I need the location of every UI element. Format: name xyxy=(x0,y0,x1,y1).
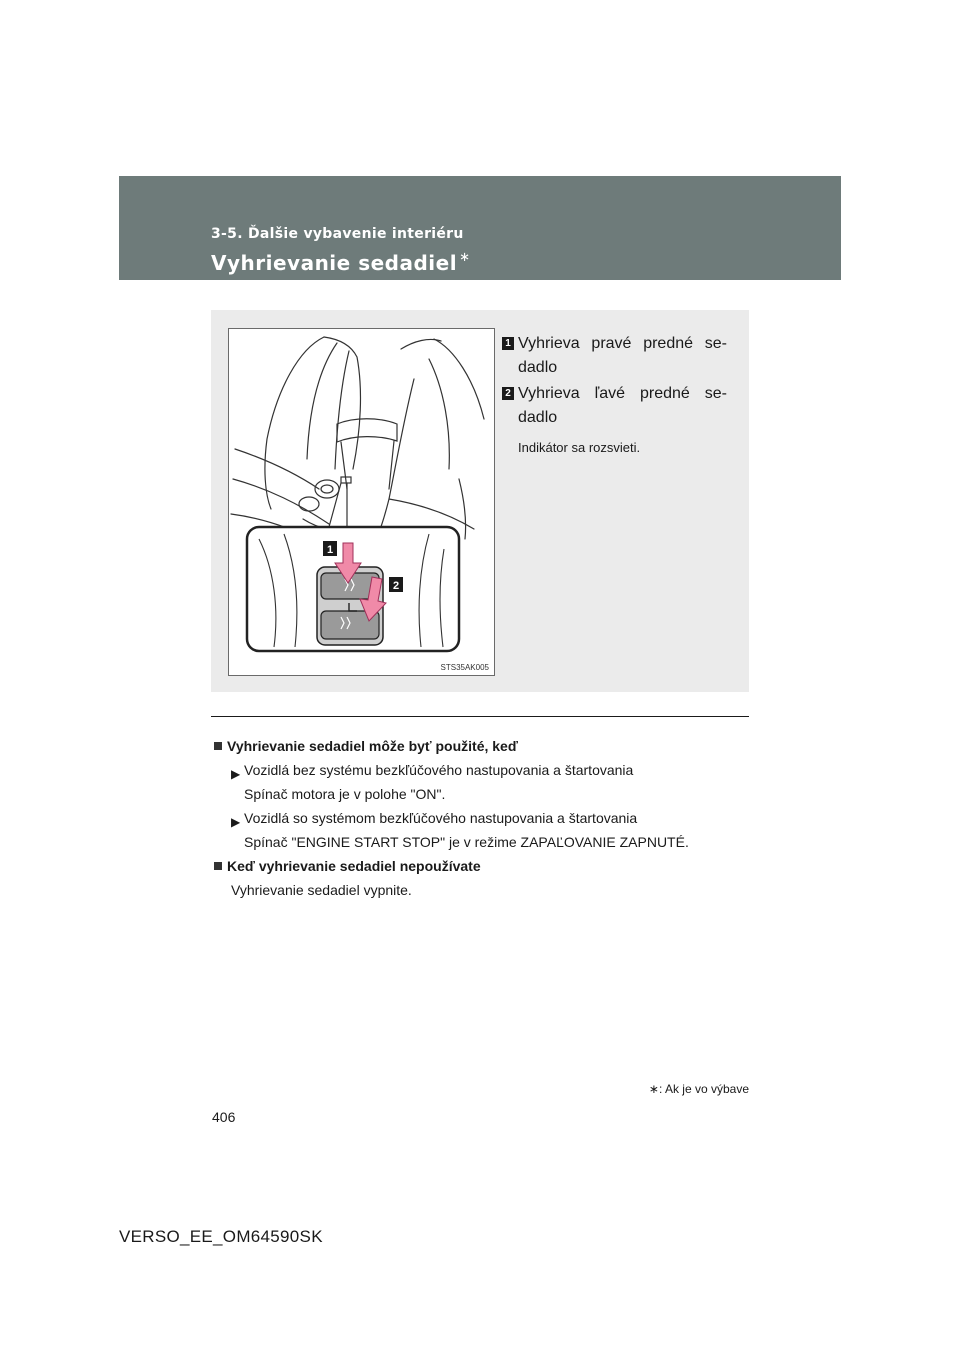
figure-marker-2-label: 2 xyxy=(392,580,400,592)
callout-number-2: 2 xyxy=(502,387,514,400)
note-heading-usage-text: Vyhrievanie sedadiel môže byť použité, keď xyxy=(227,738,518,754)
note-bullet-2-body: Spínač "ENGINE START STOP" je v režime ZAPAĽOVANIE ZAPNUTÉ. xyxy=(244,834,689,850)
triangle-right-icon: ▶ xyxy=(231,767,241,781)
note-off-body: Vyhrievanie sedadiel vypnite. xyxy=(231,882,412,898)
note-bullet-1-lead: Vozidlá bez systému bezkľúčového nastupovania a štartovania xyxy=(244,762,634,778)
document-code: VERSO_EE_OM64590SK xyxy=(119,1227,323,1246)
callout-list xyxy=(502,332,727,458)
callout-item-2 xyxy=(502,382,727,430)
notes-section xyxy=(214,734,754,902)
page-number: 406 xyxy=(212,1109,236,1125)
note-heading-off-text: Keď vyhrievanie sedadiel nepoužívate xyxy=(227,858,481,874)
optional-equipment-mark: ∗ xyxy=(459,250,471,265)
callout-number-1: 1 xyxy=(502,337,514,350)
seat-line-art xyxy=(231,337,484,554)
note-bullet-2-lead: Vozidlá so systémom bezkľúčového nastupovania a štartovania xyxy=(244,810,638,826)
triangle-right-icon: ▶ xyxy=(231,815,241,829)
seat-heater-illustration xyxy=(228,328,495,676)
section-divider xyxy=(211,716,749,717)
figure-marker-1-label: 1 xyxy=(326,544,334,556)
note-bullet-1 xyxy=(214,758,754,782)
figure-panel xyxy=(211,310,749,692)
square-bullet-icon xyxy=(214,862,222,870)
figure-code: STS35AK005 xyxy=(440,663,489,672)
page-title-text: Vyhrievanie sedadiel xyxy=(211,251,458,275)
header-band xyxy=(119,176,841,280)
callout-text-1: Vyhrieva pravé predné se-dadlo xyxy=(518,335,727,376)
footnote-text: : Ak je vo výbave xyxy=(658,1082,749,1096)
callout-item-1 xyxy=(502,332,727,380)
callout-note: Indikátor sa rozsvieti. xyxy=(518,440,641,455)
page-title xyxy=(211,250,470,275)
section-label: 3-5. Ďalšie vybavenie interiéru xyxy=(211,226,464,242)
footnote-mark: ∗ xyxy=(648,1082,659,1096)
note-heading-usage xyxy=(214,734,754,758)
square-bullet-icon xyxy=(214,742,222,750)
callout-text-2: Vyhrieva ľavé predné se-dadlo xyxy=(518,385,727,426)
note-heading-off xyxy=(214,854,754,878)
note-bullet-1-body: Spínač motora je v polohe "ON". xyxy=(244,786,446,802)
footnote xyxy=(649,1082,749,1096)
note-bullet-2 xyxy=(214,806,754,830)
illustration-drawing xyxy=(229,329,494,675)
